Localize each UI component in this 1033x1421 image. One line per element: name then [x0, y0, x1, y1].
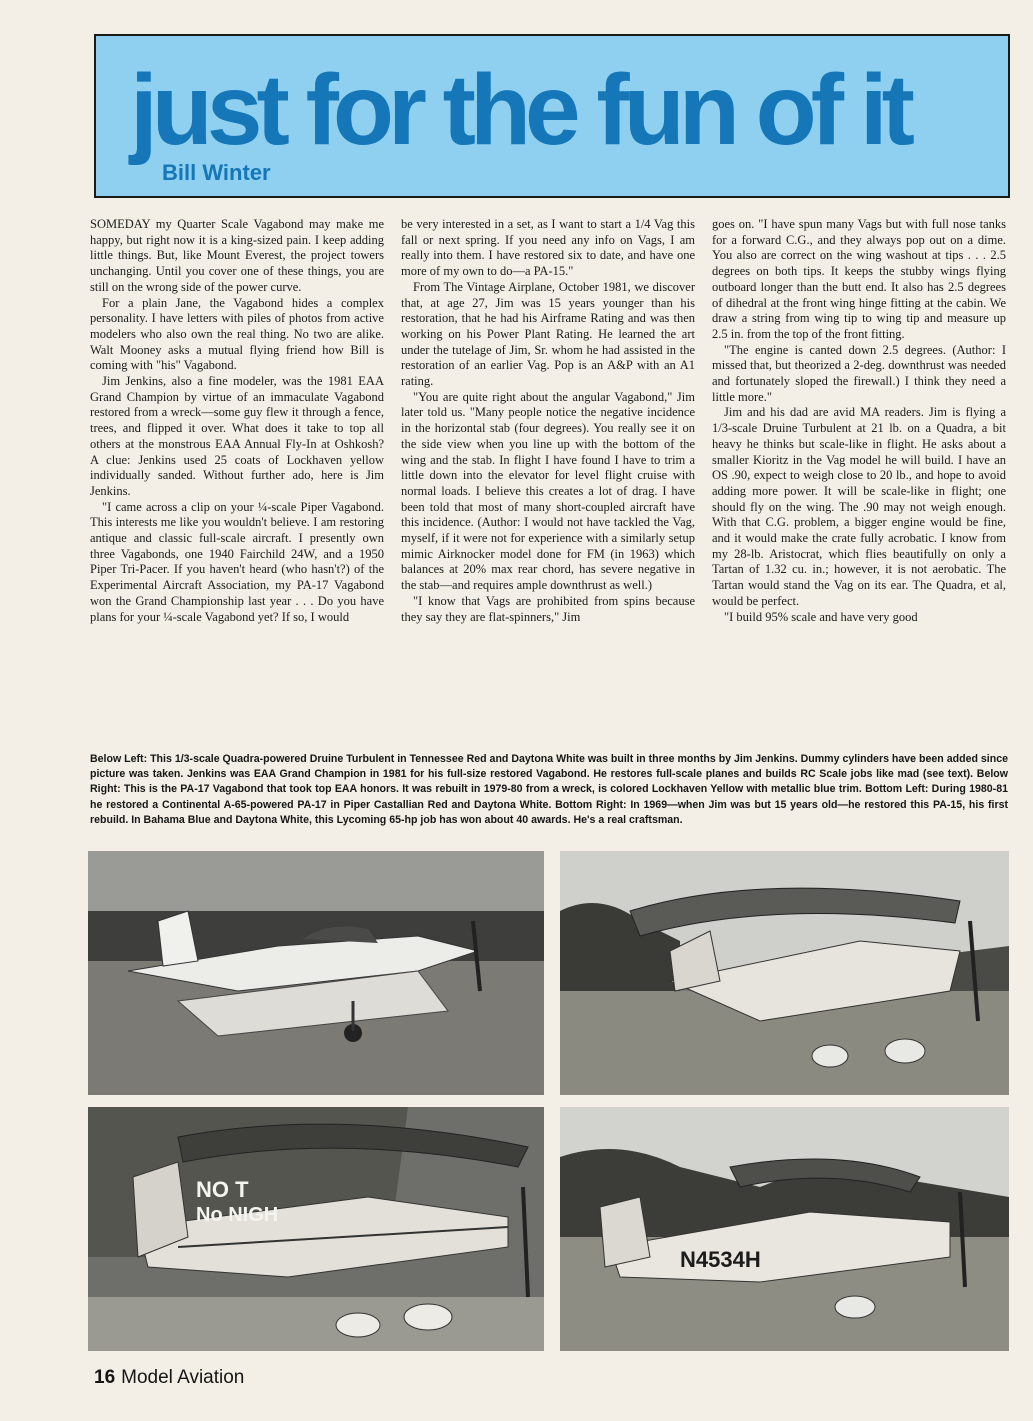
paragraph: SOMEDAY my Quarter Scale Vagabond may make me happy, but right now it is a king-sized pain. I keep adding little things. But, like Mount Everest, the project towers unchanging. Until you cover one of these things, you are still on the wrong side of the power curve.: [90, 217, 384, 294]
title-banner: [94, 34, 1010, 198]
paragraph: be very interested in a set, as I want to start a 1/4 Vag this fall or next spring. If you need any info on Vags, I am really into them. I have restored six to date, and have one more of my own to do—a PA-15.": [401, 217, 695, 279]
page-footer: [94, 1367, 244, 1389]
photo-pa15-n4534h: [560, 1107, 1009, 1351]
photo-pa17-castallian-red: [88, 1107, 544, 1351]
author-byline: Bill Winter: [162, 160, 271, 185]
photo-druine-turbulent: [88, 851, 544, 1095]
magazine-name: Model Aviation: [121, 1367, 245, 1388]
paragraph: For a plain Jane, the Vagabond hides a complex personality. I have letters with piles of photos from active modelers who also own the real thing. No two are alike. Walt Mooney asks a mutual flying friend how Bill is coming with "his" Vagabond.: [90, 295, 384, 373]
text-column-3: [712, 217, 1006, 735]
paragraph: "The engine is canted down 2.5 degrees. (Author: I missed that, but theorized a 2-deg. downthrust was needed and fortunately sloped the firewall.) I think they need a little more.": [712, 342, 1006, 404]
photo-caption: Below Left: This 1/3-scale Quadra-powered Druine Turbulent in Tennessee Red and Daytona White was built in three months by Jim Jenkins. Dummy cylinders have been added since picture was taken. Jenkins was EAA Grand Champion in 1981 for his full-size restored Vagabond. He restores full-scale planes and builds RC Scale jobs like mad (see text). Below Right: This is the PA-17 Vagabond that took top EAA honors. It was rebuilt in 1979-80 from a wreck, is colored Lockhaven Yellow with metallic blue trim. Bottom Left: During 1980-81 he restored a Continental A-65-powered PA-17 in Piper Castallian Red and Daytona White. Bottom Right: In 1969—when Jim was but 15 years old—he restored this PA-15, his first rebuild. In Bahama Blue and Daytona White, this Lycoming 65-hp job has won about 40 awards. He's a real craftsman.: [90, 753, 1008, 826]
paragraph: "I build 95% scale and have very good: [724, 609, 918, 624]
paragraph: goes on. "I have spun many Vags but with full nose tanks for a forward C.G., and they always pop out on a dime. You also are correct on the wing washout at tips . . . 2.5 degrees on both tips. It keeps the stubby wings flying outboard longer than the butt end. It also has 2.5 degrees of dihedral at the front wing hinge fitting at the cabin. We draw a string from wing tip to wing tip and measure up 2.5 in. from the top of the front fitting.: [712, 217, 1006, 341]
paragraph: "You are quite right about the angular Vagabond," Jim later told us. "Many people notice the negative incidence in the horizontal stab (four degrees). You really see it on the side view when you line up with the bottom of the wing and the stab. In flight I have found I have to trim a little down into the elevator for level flight cruise with normal loads. I believe this creates a lot of drag. I have been told that most of many short-coupled aircraft have this incidence. (Author: I would not have tackled the Vag, myself, if it were not for experience with a similarly setup mimic Airknocker model done for FM (in 1963) which balances at 20% max rear chord, has severe negative in the stab—and requires ample downthrust as well.): [401, 389, 695, 593]
text-column-1: [90, 217, 384, 735]
text-column-2: [401, 217, 695, 735]
paragraph: "I know that Vags are prohibited from spins because they say they are flat-spinners," Jim: [401, 593, 695, 624]
page-number: 16: [94, 1367, 116, 1388]
article-body: [90, 217, 1010, 735]
paragraph: Jim Jenkins, also a fine modeler, was the 1981 EAA Grand Champion by virtue of an immaculate Vagabond restored from a wreck—some guy flew it through a fence, trees, and flipped it over. What does it take to top all others at the monstrous EAA Annual Fly-In at Oshkosh? A clue: Jenkins used 25 coats of Lockhaven yellow individually sanded. Without further ado, here is Jim Jenkins.: [90, 374, 384, 498]
photo-sign-text-1: NO T: [196, 1177, 249, 1202]
photo-pa15-n4534h-image: [560, 1107, 1009, 1351]
photo-registration-text: N4534H: [680, 1247, 761, 1272]
paragraph: Jim and his dad are avid MA readers. Jim is flying a 1/3-scale Druine Turbulent at 21 lb. on a Quadra, a bit heavy he thinks but scale-like in flight. He asks about a smaller Kioritz in the Vag model he will build. I have an OS .90, expect to weigh close to 20 lb., and hope to avoid adding more power. It will be scale-like in flight; one should fly on the wing. The .90 may not weigh enough. With that C.G. problem, a bigger engine would be fine, and it would make the crate fully acrobatic. I know from my 28-lb. Aristocrat, which flies beautifully on only a Tartan of 1.32 cu. in.; however, it is not aerobatic. The Tartan would stand the Vag on its ear. The Quadra, et al, would be perfect.: [712, 405, 1006, 608]
paragraph: "I came across a clip on your ¼-scale Piper Vagabond. This interests me like you wouldn't believe. I am restoring antique and classic full-scale aircraft. I presently own three Vagabonds, one 1940 Fairchild 24W, and a 1950 Piper Tri-Pacer. If you haven't heard (who hasn't?) of the Experimental Aircraft Association, my PA-17 Vagabond won the Grand Championship last year . . . Do you have plans for your ¼-scale Vagabond yet? If so, I would: [90, 499, 384, 624]
paragraph: From The Vintage Airplane, October 1981, we discover that, at age 27, Jim was 15 years younger than his restoration, that he had his Airframe Rating and was then working on his Power Plant Rating. He learned the art under the tutelage of Jim, Sr. whom he had assisted in the restoration of an earlier Vag. Pop is an A&P with an A1 rating.: [401, 279, 695, 389]
photo-pa17-castallian-red-image: [88, 1107, 544, 1351]
photo-pa17-vagabond-champion: [560, 851, 1009, 1095]
photo-pa17-vagabond-champion-image: [560, 851, 1009, 1095]
photo-sign-text-2: No NIGH: [196, 1204, 279, 1226]
article-title: just for the fun of it: [130, 54, 909, 166]
photo-druine-turbulent-image: [88, 851, 544, 1095]
